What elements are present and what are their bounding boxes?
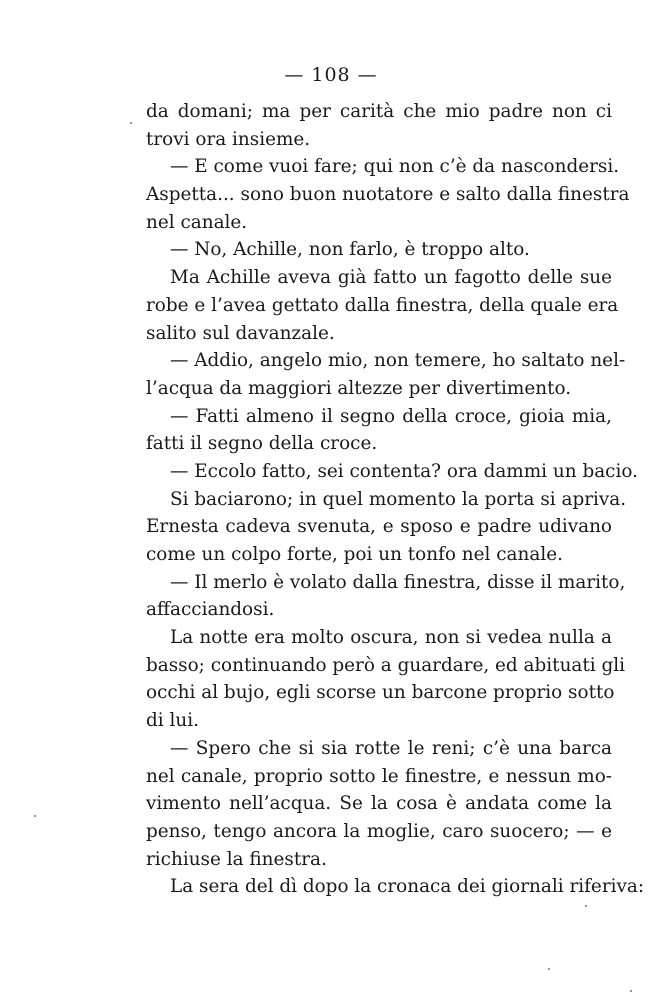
text-line: affacciandosi. (146, 599, 275, 621)
page-number: — 108 — (284, 64, 378, 86)
paper-speck (34, 815, 36, 817)
text-line: Aspetta... sono buon nuotatore e salto dalla finestra (146, 184, 630, 206)
text-line: richiuse la finestra. (146, 848, 327, 870)
text-line: — Spero che si sia rotte le reni; c’è una barca (170, 737, 612, 759)
text-line: — E come vuoi fare; qui non c’è da nascondersi. (170, 156, 620, 178)
text-line: occhi al bujo, egli scorse un barcone proprio sotto (146, 682, 615, 704)
text-line: — Il merlo è volato dalla finestra, disse il marito, (170, 571, 626, 593)
text-line: nel canale. (146, 211, 248, 233)
text-line: nel canale, proprio sotto le finestre, e nessun mo- (146, 765, 612, 787)
paper-speck (630, 990, 632, 992)
text-line: come un colpo forte, poi un tonfo nel canale. (146, 544, 563, 565)
text-line: fatti il segno della croce. (146, 433, 378, 455)
text-line: — Fatti almeno il segno della croce, gioia mia, (170, 405, 612, 427)
text-line: da domani; ma per carità che mio padre non ci (146, 101, 612, 122)
text-line: penso, tengo ancora la moglie, caro suocero; — e (146, 820, 612, 842)
text-line: — No, Achille, non farlo, è troppo alto. (170, 239, 530, 261)
text-line: l’acqua da maggiori altezze per divertimento. (146, 377, 572, 399)
body-text (146, 98, 645, 901)
text-line: La sera del dì dopo la cronaca dei giornali riferiva: (170, 876, 645, 898)
text-line: Ma Achille aveva già fatto un fagotto delle sue (170, 267, 612, 289)
text-line: robe e l’avea gettato dalla finestra, della quale era (146, 294, 619, 316)
text-line: Ernesta cadeva svenuta, e sposo e padre udivano (146, 516, 612, 538)
paper-speck (548, 968, 550, 970)
text-line: — Eccolo fatto, sei contenta? ora dammi un bacio. (170, 460, 638, 482)
paper-speck (130, 122, 132, 124)
text-line: di lui. (146, 710, 199, 732)
text-line: La notte era molto oscura, non si vedea nulla a (170, 627, 612, 649)
paper-speck (585, 905, 587, 907)
text-line: basso; continuando però a guardare, ed abituati gli (146, 654, 626, 676)
text-line: trovi ora insieme. (146, 128, 311, 150)
text-line: — Addio, angelo mio, non temere, ho saltato nel- (170, 350, 626, 372)
text-line: vimento nell’acqua. Se la cosa è andata come la (146, 793, 612, 815)
text-line: Si baciarono; in quel momento la porta si apriva. (170, 488, 627, 510)
text-line: salito sul davanzale. (146, 322, 335, 344)
